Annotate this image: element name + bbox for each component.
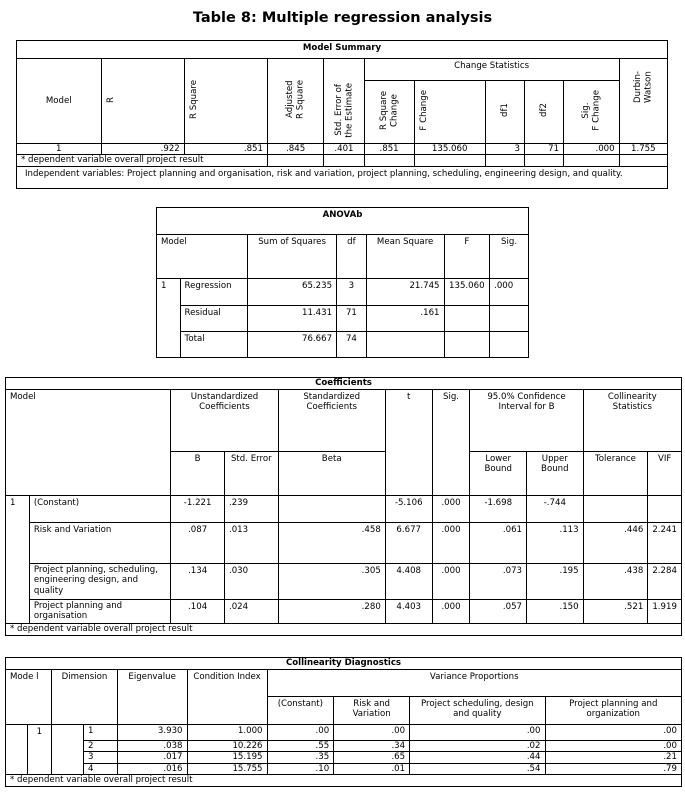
table-row	[6, 741, 682, 752]
cell-lower-bound: -1.698	[470, 496, 527, 523]
table-row	[6, 752, 682, 763]
header-sig-f-change: Sig. F Change	[564, 81, 620, 144]
header-upper-bound: Upper Bound	[527, 452, 584, 496]
model-summary-footnote: * dependent variable overall project result	[17, 155, 268, 166]
cell-durbin-watson: 1.755	[619, 144, 667, 155]
cell-beta: .280	[278, 600, 385, 624]
cell-model: 1	[17, 144, 102, 155]
coefficients-caption: Coefficients	[6, 378, 682, 390]
collinearity-footnote: * dependent variable overall project result	[6, 774, 682, 786]
cell-upper-bound: .150	[527, 600, 584, 624]
row-label: Total	[180, 332, 248, 358]
cell-sum-of-squares: 65.235	[248, 279, 337, 306]
cell-f	[444, 332, 490, 358]
anova-caption: ANOVAb	[157, 208, 529, 235]
cell-df: 74	[337, 332, 367, 358]
cell-t: -5.106	[385, 496, 432, 523]
cell-std-error: .239	[224, 496, 278, 523]
cell-df: 71	[337, 306, 367, 332]
cell-condition-index: 15.755	[187, 763, 267, 774]
header-risk-and-variation: Risk and Variation	[334, 697, 410, 725]
cell-model: 1	[6, 496, 30, 624]
cell-vif: 1.919	[648, 600, 682, 624]
row-label: Regression	[180, 279, 248, 306]
cell-model: 1	[157, 279, 181, 358]
header-collinearity-statistics: Collinearity Statistics	[583, 390, 681, 452]
cell-sig: .000	[432, 496, 470, 523]
header-sum-of-squares: Sum of Squares	[248, 235, 337, 279]
header-confidence-interval: 95.0% Confidence Interval for B	[470, 390, 583, 452]
cell-eigenvalue: 3.930	[117, 725, 187, 741]
header-condition-index: Condition Index	[187, 670, 267, 725]
cell-risk: .65	[334, 752, 410, 763]
cell-eigenvalue: .017	[117, 752, 187, 763]
cell-tolerance: .438	[583, 564, 648, 600]
cell-mean-square: .161	[366, 306, 444, 332]
cell-sched: .02	[410, 741, 545, 752]
cell-r-square-change: .851	[364, 144, 414, 155]
header-r-square: R Square	[184, 59, 267, 144]
table-row	[17, 144, 668, 155]
cell-dimension: 2	[83, 741, 117, 752]
cell-plan: .00	[545, 741, 682, 752]
header-unstandardized: Unstandardized Coefficients	[171, 390, 278, 452]
header-lower-bound: Lower Bound	[470, 452, 527, 496]
cell-sig: .000	[490, 279, 529, 306]
cell-t: 4.408	[385, 564, 432, 600]
row-label: Residual	[180, 306, 248, 332]
header-constant: (Constant)	[267, 697, 334, 725]
cell-lower-bound: .073	[470, 564, 527, 600]
cell-constant: .00	[267, 725, 334, 741]
cell-f	[444, 306, 490, 332]
header-t: t	[385, 390, 432, 496]
cell-dimension: 3	[83, 752, 117, 763]
cell-std-error: .030	[224, 564, 278, 600]
cell-plan: .21	[545, 752, 682, 763]
header-f: F	[444, 235, 490, 279]
cell-plan: .79	[545, 763, 682, 774]
header-sig: Sig.	[432, 390, 470, 496]
header-mean-square: Mean Square	[366, 235, 444, 279]
anova-table	[156, 207, 529, 358]
cell-dimension: 1	[83, 725, 117, 741]
cell-model: 1	[27, 725, 52, 775]
cell-b: .087	[171, 523, 225, 564]
cell-vif: 2.241	[648, 523, 682, 564]
header-tolerance: Tolerance	[583, 452, 648, 496]
cell-plan: .00	[545, 725, 682, 741]
table-row	[157, 306, 529, 332]
row-label: Project planning, scheduling, engineering design, and quality	[29, 564, 170, 600]
header-dimension: Dimension	[52, 670, 118, 725]
cell-f: 135.060	[444, 279, 490, 306]
cell-beta: .305	[278, 564, 385, 600]
cell-risk: .01	[334, 763, 410, 774]
independent-variables-note: Independent variables: Project planning and organisation, risk and variation, project planning, scheduling, engineering design, and quality.	[17, 166, 668, 188]
cell-b: .104	[171, 600, 225, 624]
cell-adj-r-square: .845	[268, 144, 324, 155]
header-df1: df1	[485, 81, 524, 144]
header-r: R	[101, 59, 184, 144]
cell-std-error: .024	[224, 600, 278, 624]
table-row	[157, 332, 529, 358]
model-summary-table	[16, 40, 668, 189]
cell-sig: .000	[432, 523, 470, 564]
cell-f-change: 135.060	[414, 144, 485, 155]
header-r-square-change: R Square Change	[364, 81, 414, 144]
cell-beta: .458	[278, 523, 385, 564]
cell-sig-f-change: .000	[564, 144, 620, 155]
cell-sched: .54	[410, 763, 545, 774]
header-adjusted-r-square: Adjusted R Square	[268, 59, 324, 144]
cell-upper-bound: -.744	[527, 496, 584, 523]
cell-df1: 3	[485, 144, 524, 155]
header-model: Mode l	[6, 670, 52, 725]
header-model: Model	[17, 59, 102, 144]
header-project-planning: Project planning and organization	[545, 697, 682, 725]
cell-dimension: 4	[83, 763, 117, 774]
cell-t: 4.403	[385, 600, 432, 624]
cell-b: .134	[171, 564, 225, 600]
cell-sig	[490, 332, 529, 358]
cell-sum-of-squares: 11.431	[248, 306, 337, 332]
header-project-scheduling: Project scheduling, design and quality	[410, 697, 545, 725]
header-std-error: Std. Error of the Estimate	[324, 59, 364, 144]
cell-tolerance: .446	[583, 523, 648, 564]
cell-condition-index: 10.226	[187, 741, 267, 752]
collinearity-caption: Collinearity Diagnostics	[6, 658, 682, 670]
table-row	[6, 564, 682, 600]
header-beta: Beta	[278, 452, 385, 496]
header-standardized: Standardized Coefficients	[278, 390, 385, 452]
cell-b: -1.221	[171, 496, 225, 523]
cell-eigenvalue: .016	[117, 763, 187, 774]
header-change-statistics: Change Statistics	[364, 59, 619, 81]
coefficients-footnote: * dependent variable overall project result	[6, 624, 682, 636]
cell-lower-bound: .057	[470, 600, 527, 624]
cell-condition-index: 1.000	[187, 725, 267, 741]
header-df: df	[337, 235, 367, 279]
model-summary-caption: Model Summary	[17, 41, 668, 59]
cell-mean-square	[366, 332, 444, 358]
document-title: Table 8: Multiple regression analysis	[192, 10, 493, 26]
cell-sched: .00	[410, 725, 545, 741]
cell-eigenvalue: .038	[117, 741, 187, 752]
table-row	[6, 496, 682, 523]
cell-df2: 71	[524, 144, 563, 155]
table-row	[6, 523, 682, 564]
cell-sig: .000	[432, 564, 470, 600]
header-durbin-watson: Durbin- Watson	[619, 59, 667, 144]
cell-vif	[648, 496, 682, 523]
header-model: Model	[6, 390, 171, 496]
cell-tolerance: .521	[583, 600, 648, 624]
cell-condition-index: 15.195	[187, 752, 267, 763]
cell-r-square: .851	[184, 144, 267, 155]
cell-upper-bound: .195	[527, 564, 584, 600]
row-label: (Constant)	[29, 496, 170, 523]
row-label: Risk and Variation	[29, 523, 170, 564]
table-row	[6, 763, 682, 774]
header-std-error: Std. Error	[224, 452, 278, 496]
table-row	[157, 279, 529, 306]
header-f-change: F Change	[414, 81, 485, 144]
header-model: Model	[157, 235, 248, 279]
table-row	[6, 725, 682, 741]
coefficients-table	[5, 377, 682, 636]
cell-mean-square: 21.745	[366, 279, 444, 306]
cell-risk: .34	[334, 741, 410, 752]
cell-sig: .000	[432, 600, 470, 624]
cell-sig	[490, 306, 529, 332]
header-b: B	[171, 452, 225, 496]
header-df2: df2	[524, 81, 563, 144]
header-eigenvalue: Eigenvalue	[117, 670, 187, 725]
header-vif: VIF	[648, 452, 682, 496]
cell-upper-bound: .113	[527, 523, 584, 564]
cell-vif: 2.284	[648, 564, 682, 600]
cell-beta	[278, 496, 385, 523]
cell-risk: .00	[334, 725, 410, 741]
cell-tolerance	[583, 496, 648, 523]
cell-constant: .35	[267, 752, 334, 763]
cell-std-error: .401	[324, 144, 364, 155]
header-sig: Sig.	[490, 235, 529, 279]
cell-t: 6.677	[385, 523, 432, 564]
cell-df: 3	[337, 279, 367, 306]
header-variance-proportions: Variance Proportions	[267, 670, 681, 697]
cell-sum-of-squares: 76.667	[248, 332, 337, 358]
cell-lower-bound: .061	[470, 523, 527, 564]
cell-constant: .10	[267, 763, 334, 774]
table-row	[6, 600, 682, 624]
collinearity-diagnostics-table	[5, 657, 682, 787]
row-label: Project planning and organisation	[29, 600, 170, 624]
cell-r: .922	[101, 144, 184, 155]
cell-sched: .44	[410, 752, 545, 763]
cell-std-error: .013	[224, 523, 278, 564]
cell-constant: .55	[267, 741, 334, 752]
